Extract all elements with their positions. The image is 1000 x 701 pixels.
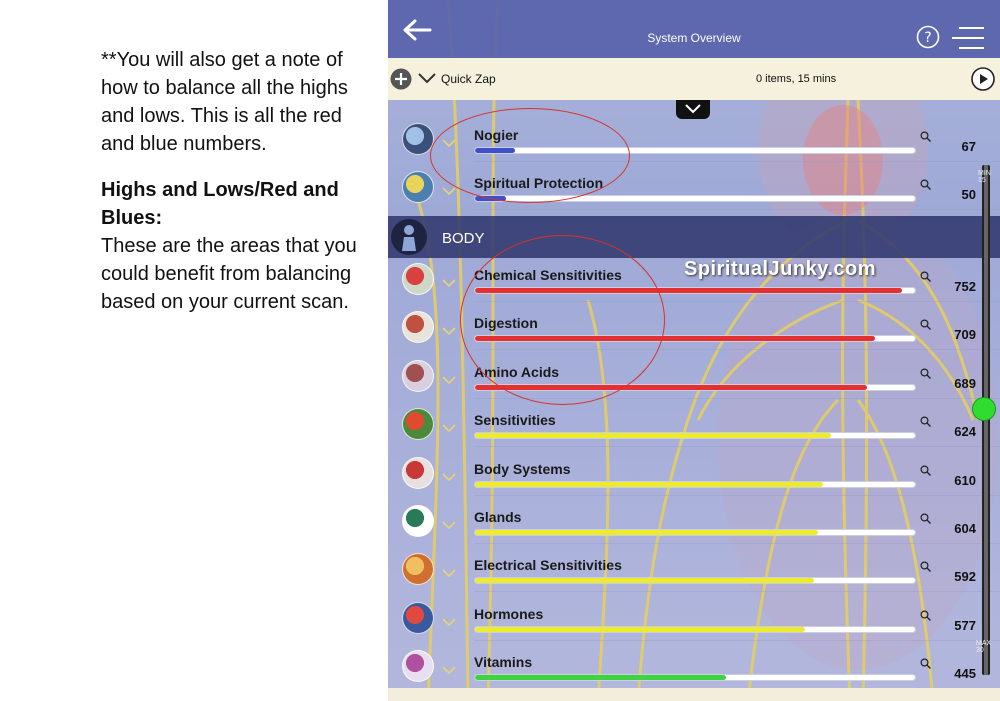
chevron-down-icon[interactable] xyxy=(442,666,456,675)
glands-icon xyxy=(402,505,434,537)
progress-fill xyxy=(475,530,818,535)
progress-bar xyxy=(474,195,916,202)
category-label: Nogier xyxy=(474,127,519,143)
progress-fill xyxy=(475,385,867,390)
category-label: Electrical Sensitivities xyxy=(474,557,622,574)
row-divider xyxy=(474,543,1000,544)
help-icon[interactable] xyxy=(916,25,940,49)
body-systems-icon xyxy=(402,457,434,489)
section-label: BODY xyxy=(442,230,485,247)
body-section-icon xyxy=(391,219,427,255)
search-icon[interactable] xyxy=(920,658,931,669)
category-value: 610 xyxy=(954,472,976,488)
progress-bar xyxy=(474,529,916,536)
category-value: 624 xyxy=(954,424,976,440)
category-value: 577 xyxy=(954,617,976,633)
amino-acids-icon xyxy=(402,360,434,392)
add-circle-icon[interactable] xyxy=(390,68,412,90)
progress-bar xyxy=(474,481,916,488)
time-slider-thumb[interactable] xyxy=(972,397,996,421)
progress-fill xyxy=(475,482,823,487)
row-divider xyxy=(474,398,1000,399)
category-label: Amino Acids xyxy=(474,363,560,380)
chevron-down-icon[interactable] xyxy=(442,376,456,385)
collapse-tab[interactable] xyxy=(676,100,710,119)
row-divider xyxy=(474,591,1000,592)
search-icon[interactable] xyxy=(920,179,931,190)
category-row[interactable] xyxy=(388,119,1000,167)
bottom-bar xyxy=(388,688,1000,701)
chevron-down-icon[interactable] xyxy=(442,139,456,148)
progress-fill xyxy=(475,675,726,680)
row-divider xyxy=(474,349,1000,350)
watermark: SpiritualJunky.com xyxy=(684,258,877,280)
quick-zap-label[interactable]: Quick Zap xyxy=(441,72,496,86)
search-icon[interactable] xyxy=(920,465,931,476)
items-summary: 0 items, 15 mins xyxy=(756,73,837,85)
category-label: Sensitivities xyxy=(474,412,556,429)
category-value: 709 xyxy=(954,327,976,343)
menu-icon[interactable] xyxy=(951,25,985,51)
progress-bar xyxy=(474,432,916,439)
search-icon[interactable] xyxy=(920,368,931,379)
notes-heading: Highs and Lows/Red and Blues: xyxy=(101,179,339,229)
spiritual-protection-icon xyxy=(402,171,434,203)
search-icon[interactable] xyxy=(920,319,931,330)
category-label: Digestion xyxy=(474,315,538,332)
nogier-icon xyxy=(402,123,434,155)
category-row[interactable] xyxy=(388,549,1000,597)
vitamins-icon xyxy=(402,650,434,682)
quick-zap-bar xyxy=(388,58,1000,100)
progress-fill xyxy=(475,196,506,201)
progress-bar xyxy=(474,335,916,342)
row-divider xyxy=(474,301,1000,302)
category-row[interactable] xyxy=(388,404,1000,452)
progress-bar xyxy=(474,287,916,294)
digestion-icon xyxy=(402,311,434,343)
hormones-icon xyxy=(402,602,434,634)
row-divider xyxy=(474,161,1000,162)
slider-max-label: MAX 30 xyxy=(976,640,992,654)
play-icon[interactable] xyxy=(971,67,995,91)
row-divider xyxy=(474,495,1000,496)
category-value: 752 xyxy=(954,279,976,294)
category-label: Glands xyxy=(474,509,522,525)
slider-min-label: MIN 15 xyxy=(978,170,991,184)
category-value: 689 xyxy=(954,375,976,391)
category-label: Vitamins xyxy=(474,654,533,671)
progress-bar xyxy=(474,577,916,584)
chevron-down-icon[interactable] xyxy=(442,473,456,482)
category-value: 67 xyxy=(961,139,976,154)
chevron-down-icon[interactable] xyxy=(442,424,456,433)
chemical-sensitivities-icon xyxy=(402,263,434,295)
category-row[interactable] xyxy=(388,646,1000,694)
search-icon[interactable] xyxy=(920,561,931,572)
progress-fill xyxy=(475,148,515,153)
search-icon[interactable] xyxy=(920,131,931,142)
category-label: Chemical Sensitivities xyxy=(474,267,622,283)
body-section-header[interactable] xyxy=(388,216,1000,258)
progress-bar xyxy=(474,626,916,633)
notes-gap xyxy=(101,158,371,176)
chevron-down-icon[interactable] xyxy=(418,72,436,84)
sensitivities-icon xyxy=(402,408,434,440)
search-icon[interactable] xyxy=(920,513,931,524)
progress-fill xyxy=(475,627,805,632)
row-divider xyxy=(474,209,1000,210)
chevron-down-icon[interactable] xyxy=(442,569,456,578)
chevron-down-icon xyxy=(685,104,701,114)
app-panel xyxy=(388,0,1000,701)
row-divider xyxy=(474,640,1000,641)
category-value: 445 xyxy=(954,666,976,682)
progress-bar xyxy=(474,384,916,391)
category-row[interactable] xyxy=(388,167,1000,215)
category-value: 592 xyxy=(954,569,976,585)
chevron-down-icon[interactable] xyxy=(442,187,456,196)
chevron-down-icon[interactable] xyxy=(442,279,456,288)
chevron-down-icon[interactable] xyxy=(442,521,456,530)
search-icon[interactable] xyxy=(920,271,931,282)
progress-bar xyxy=(474,674,916,681)
progress-fill xyxy=(475,336,875,341)
search-icon[interactable] xyxy=(920,610,931,621)
category-row[interactable] xyxy=(388,307,1000,355)
progress-fill xyxy=(475,433,831,438)
notes-intro: **You will also get a note of how to balance all the highs and lows. This is all the red and blue numbers. xyxy=(101,49,348,155)
row-divider xyxy=(474,446,1000,447)
progress-fill xyxy=(475,288,902,293)
progress-bar xyxy=(474,147,916,154)
category-label: Spiritual Protection xyxy=(474,175,604,192)
search-icon[interactable] xyxy=(920,416,931,427)
explanatory-notes xyxy=(101,46,371,316)
top-navigation-bar xyxy=(388,0,1000,58)
electrical-sensitivities-icon xyxy=(402,553,434,585)
notes-body: These are the areas that you could benefit from balancing based on your current scan. xyxy=(101,235,357,313)
progress-fill xyxy=(475,578,814,583)
category-row[interactable] xyxy=(388,453,1000,501)
chevron-down-icon[interactable] xyxy=(442,618,456,627)
category-value: 604 xyxy=(954,521,976,536)
category-label: Body Systems xyxy=(474,460,571,477)
page-title: System Overview xyxy=(647,31,741,45)
svg-text:?: ? xyxy=(924,30,932,46)
category-label: Hormones xyxy=(474,605,544,622)
category-row[interactable] xyxy=(388,356,1000,404)
category-row[interactable] xyxy=(388,501,1000,549)
category-row[interactable] xyxy=(388,598,1000,646)
chevron-down-icon[interactable] xyxy=(442,327,456,336)
category-value: 50 xyxy=(961,187,976,203)
